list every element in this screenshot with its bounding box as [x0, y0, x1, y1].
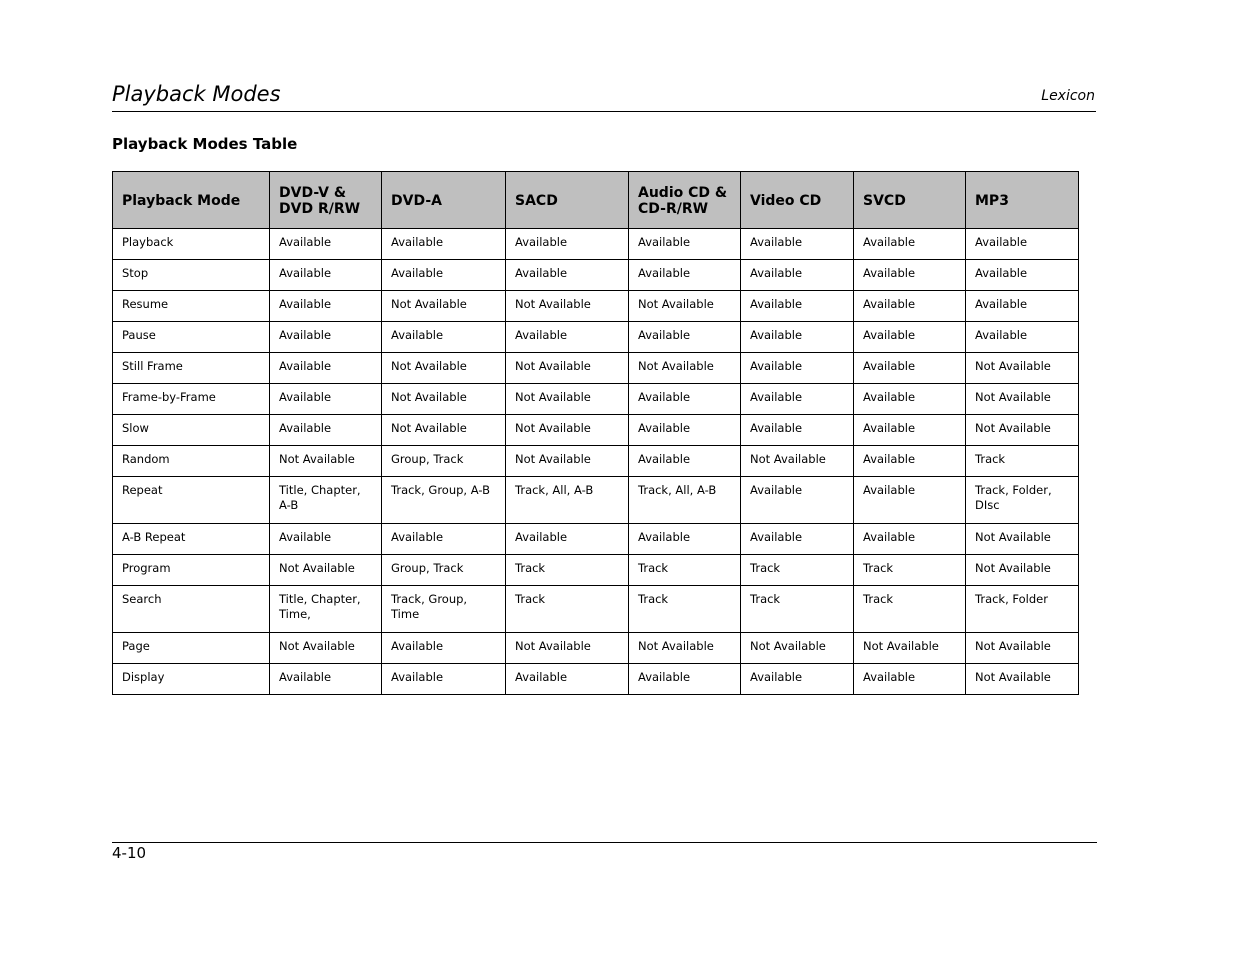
brand-name: Lexicon [1041, 88, 1095, 104]
table-cell: Track, All, A-B [629, 477, 741, 524]
mode-name-cell: Page [113, 633, 270, 664]
table-cell: Track [506, 586, 629, 633]
table-row [113, 555, 1079, 586]
column-header [629, 172, 741, 229]
page-header [112, 80, 1096, 112]
table-cell: Not Available [506, 633, 629, 664]
table-cell: Not Available [382, 291, 506, 322]
table-cell: Track [629, 586, 741, 633]
table-cell: Track, Group, Time [382, 586, 506, 633]
table-cell: Title, Chapter, Time, [270, 586, 382, 633]
table-cell: Group, Track [382, 446, 506, 477]
table-cell: Track [854, 555, 966, 586]
table-row [113, 446, 1079, 477]
page-footer [112, 842, 1097, 862]
table-cell: Track [854, 586, 966, 633]
mode-name-cell: Random [113, 446, 270, 477]
table-cell: Available [270, 229, 382, 260]
mode-name-cell: Slow [113, 415, 270, 446]
table-cell: Available [854, 229, 966, 260]
table-cell: Available [741, 664, 854, 695]
column-header-text: Playback Mode [122, 192, 241, 209]
table-cell: Available [629, 322, 741, 353]
playback-modes-table [112, 171, 1079, 695]
table-cell: Available [629, 446, 741, 477]
column-header-text: CD-R/RW [638, 200, 709, 217]
table-cell: Available [506, 664, 629, 695]
table-cell: Available [270, 291, 382, 322]
table-cell: Available [966, 229, 1079, 260]
table-cell: Not Available [854, 633, 966, 664]
table-cell: Not Available [270, 555, 382, 586]
column-header [966, 172, 1079, 229]
table-row [113, 524, 1079, 555]
table-cell: Available [741, 384, 854, 415]
table-row [113, 415, 1079, 446]
table-cell: Not Available [966, 555, 1079, 586]
table-cell: Available [629, 664, 741, 695]
table-body [113, 229, 1079, 695]
table-cell: Available [506, 322, 629, 353]
mode-name-cell: A-B Repeat [113, 524, 270, 555]
table-cell: Track, Folder, DIsc [966, 477, 1079, 524]
table-cell: Available [854, 260, 966, 291]
table-cell: Available [506, 229, 629, 260]
table-cell: Available [629, 384, 741, 415]
table-cell: Track, All, A-B [506, 477, 629, 524]
table-cell: Not Available [382, 353, 506, 384]
column-header-text: Audio CD & [638, 184, 728, 201]
table-cell: Available [270, 260, 382, 291]
table-row [113, 477, 1079, 524]
table-cell: Available [741, 353, 854, 384]
table-cell: Title, Chapter, A-B [270, 477, 382, 524]
table-cell: Available [966, 260, 1079, 291]
table-cell: Not Available [629, 291, 741, 322]
column-header-text: DVD-V & [279, 184, 347, 201]
table-cell: Not Available [270, 446, 382, 477]
table-cell: Not Available [270, 633, 382, 664]
table-row [113, 291, 1079, 322]
table-cell: Available [854, 291, 966, 322]
table-cell: Not Available [506, 291, 629, 322]
table-row [113, 664, 1079, 695]
column-header-text: SACD [515, 192, 558, 209]
table-cell: Available [741, 291, 854, 322]
table-cell: Not Available [966, 664, 1079, 695]
table-cell: Group, Track [382, 555, 506, 586]
table-cell: Not Available [382, 384, 506, 415]
table-cell: Not Available [741, 446, 854, 477]
column-header-text: Video CD [750, 192, 822, 209]
table-cell: Track, Group, A-B [382, 477, 506, 524]
table-cell: Not Available [741, 633, 854, 664]
column-header [382, 172, 506, 229]
table-cell: Available [382, 633, 506, 664]
mode-name-cell: Pause [113, 322, 270, 353]
table-cell: Track [629, 555, 741, 586]
table-row [113, 322, 1079, 353]
table-cell: Available [854, 524, 966, 555]
table-cell: Available [270, 415, 382, 446]
mode-name-cell: Still Frame [113, 353, 270, 384]
column-header-text: SVCD [863, 192, 906, 209]
table-cell: Available [854, 322, 966, 353]
table-cell: Track [506, 555, 629, 586]
column-header [854, 172, 966, 229]
table-cell: Not Available [382, 415, 506, 446]
table-cell: Available [741, 260, 854, 291]
table-cell: Available [382, 229, 506, 260]
table-cell: Available [629, 415, 741, 446]
table-cell: Track, Folder [966, 586, 1079, 633]
column-header-text: MP3 [975, 192, 1009, 209]
table-cell: Available [854, 415, 966, 446]
table-cell: Available [741, 415, 854, 446]
table-cell: Not Available [966, 353, 1079, 384]
column-header-text: DVD R/RW [279, 200, 361, 217]
table-cell: Available [854, 353, 966, 384]
table-cell: Available [382, 664, 506, 695]
table-cell: Not Available [966, 384, 1079, 415]
table-row [113, 384, 1079, 415]
table-cell: Available [382, 260, 506, 291]
table-cell: Available [854, 477, 966, 524]
page-title: Playback Modes [112, 82, 281, 106]
table-cell: Available [741, 524, 854, 555]
table-row [113, 229, 1079, 260]
table-cell: Available [270, 664, 382, 695]
table-cell: Available [854, 446, 966, 477]
table-cell: Track [966, 446, 1079, 477]
table-cell: Available [966, 322, 1079, 353]
column-header [270, 172, 382, 229]
table-cell: Not Available [966, 415, 1079, 446]
mode-name-cell: Display [113, 664, 270, 695]
table-cell: Not Available [629, 633, 741, 664]
table-cell: Available [629, 524, 741, 555]
mode-name-cell: Search [113, 586, 270, 633]
mode-name-cell: Stop [113, 260, 270, 291]
table-cell: Available [270, 353, 382, 384]
mode-name-cell: Resume [113, 291, 270, 322]
table-cell: Available [270, 322, 382, 353]
table-row [113, 260, 1079, 291]
column-header [113, 172, 270, 229]
table-cell: Available [270, 384, 382, 415]
table-cell: Available [270, 524, 382, 555]
table-cell: Available [741, 322, 854, 353]
mode-name-cell: Repeat [113, 477, 270, 524]
column-header [506, 172, 629, 229]
table-cell: Not Available [966, 524, 1079, 555]
table-cell: Not Available [966, 633, 1079, 664]
table-cell: Available [629, 229, 741, 260]
table-row [113, 353, 1079, 384]
mode-name-cell: Frame-by-Frame [113, 384, 270, 415]
table-cell: Not Available [629, 353, 741, 384]
column-header [741, 172, 854, 229]
table-cell: Track [741, 555, 854, 586]
table-cell: Available [506, 524, 629, 555]
page-number: 4-10 [112, 844, 147, 862]
table-header-row [113, 172, 1079, 229]
table-cell: Available [506, 260, 629, 291]
table-cell: Not Available [506, 415, 629, 446]
table-row [113, 633, 1079, 664]
table-cell: Available [382, 322, 506, 353]
table-row [113, 586, 1079, 633]
mode-name-cell: Playback [113, 229, 270, 260]
table-cell: Available [854, 664, 966, 695]
table-cell: Track [741, 586, 854, 633]
table-cell: Available [741, 477, 854, 524]
table-cell: Available [966, 291, 1079, 322]
table-cell: Available [741, 229, 854, 260]
section-title: Playback Modes Table [112, 135, 298, 153]
table-cell: Not Available [506, 446, 629, 477]
table-cell: Available [382, 524, 506, 555]
table-cell: Not Available [506, 353, 629, 384]
column-header-text: DVD-A [391, 192, 442, 209]
table-cell: Available [629, 260, 741, 291]
mode-name-cell: Program [113, 555, 270, 586]
table-cell: Available [854, 384, 966, 415]
table-cell: Not Available [506, 384, 629, 415]
